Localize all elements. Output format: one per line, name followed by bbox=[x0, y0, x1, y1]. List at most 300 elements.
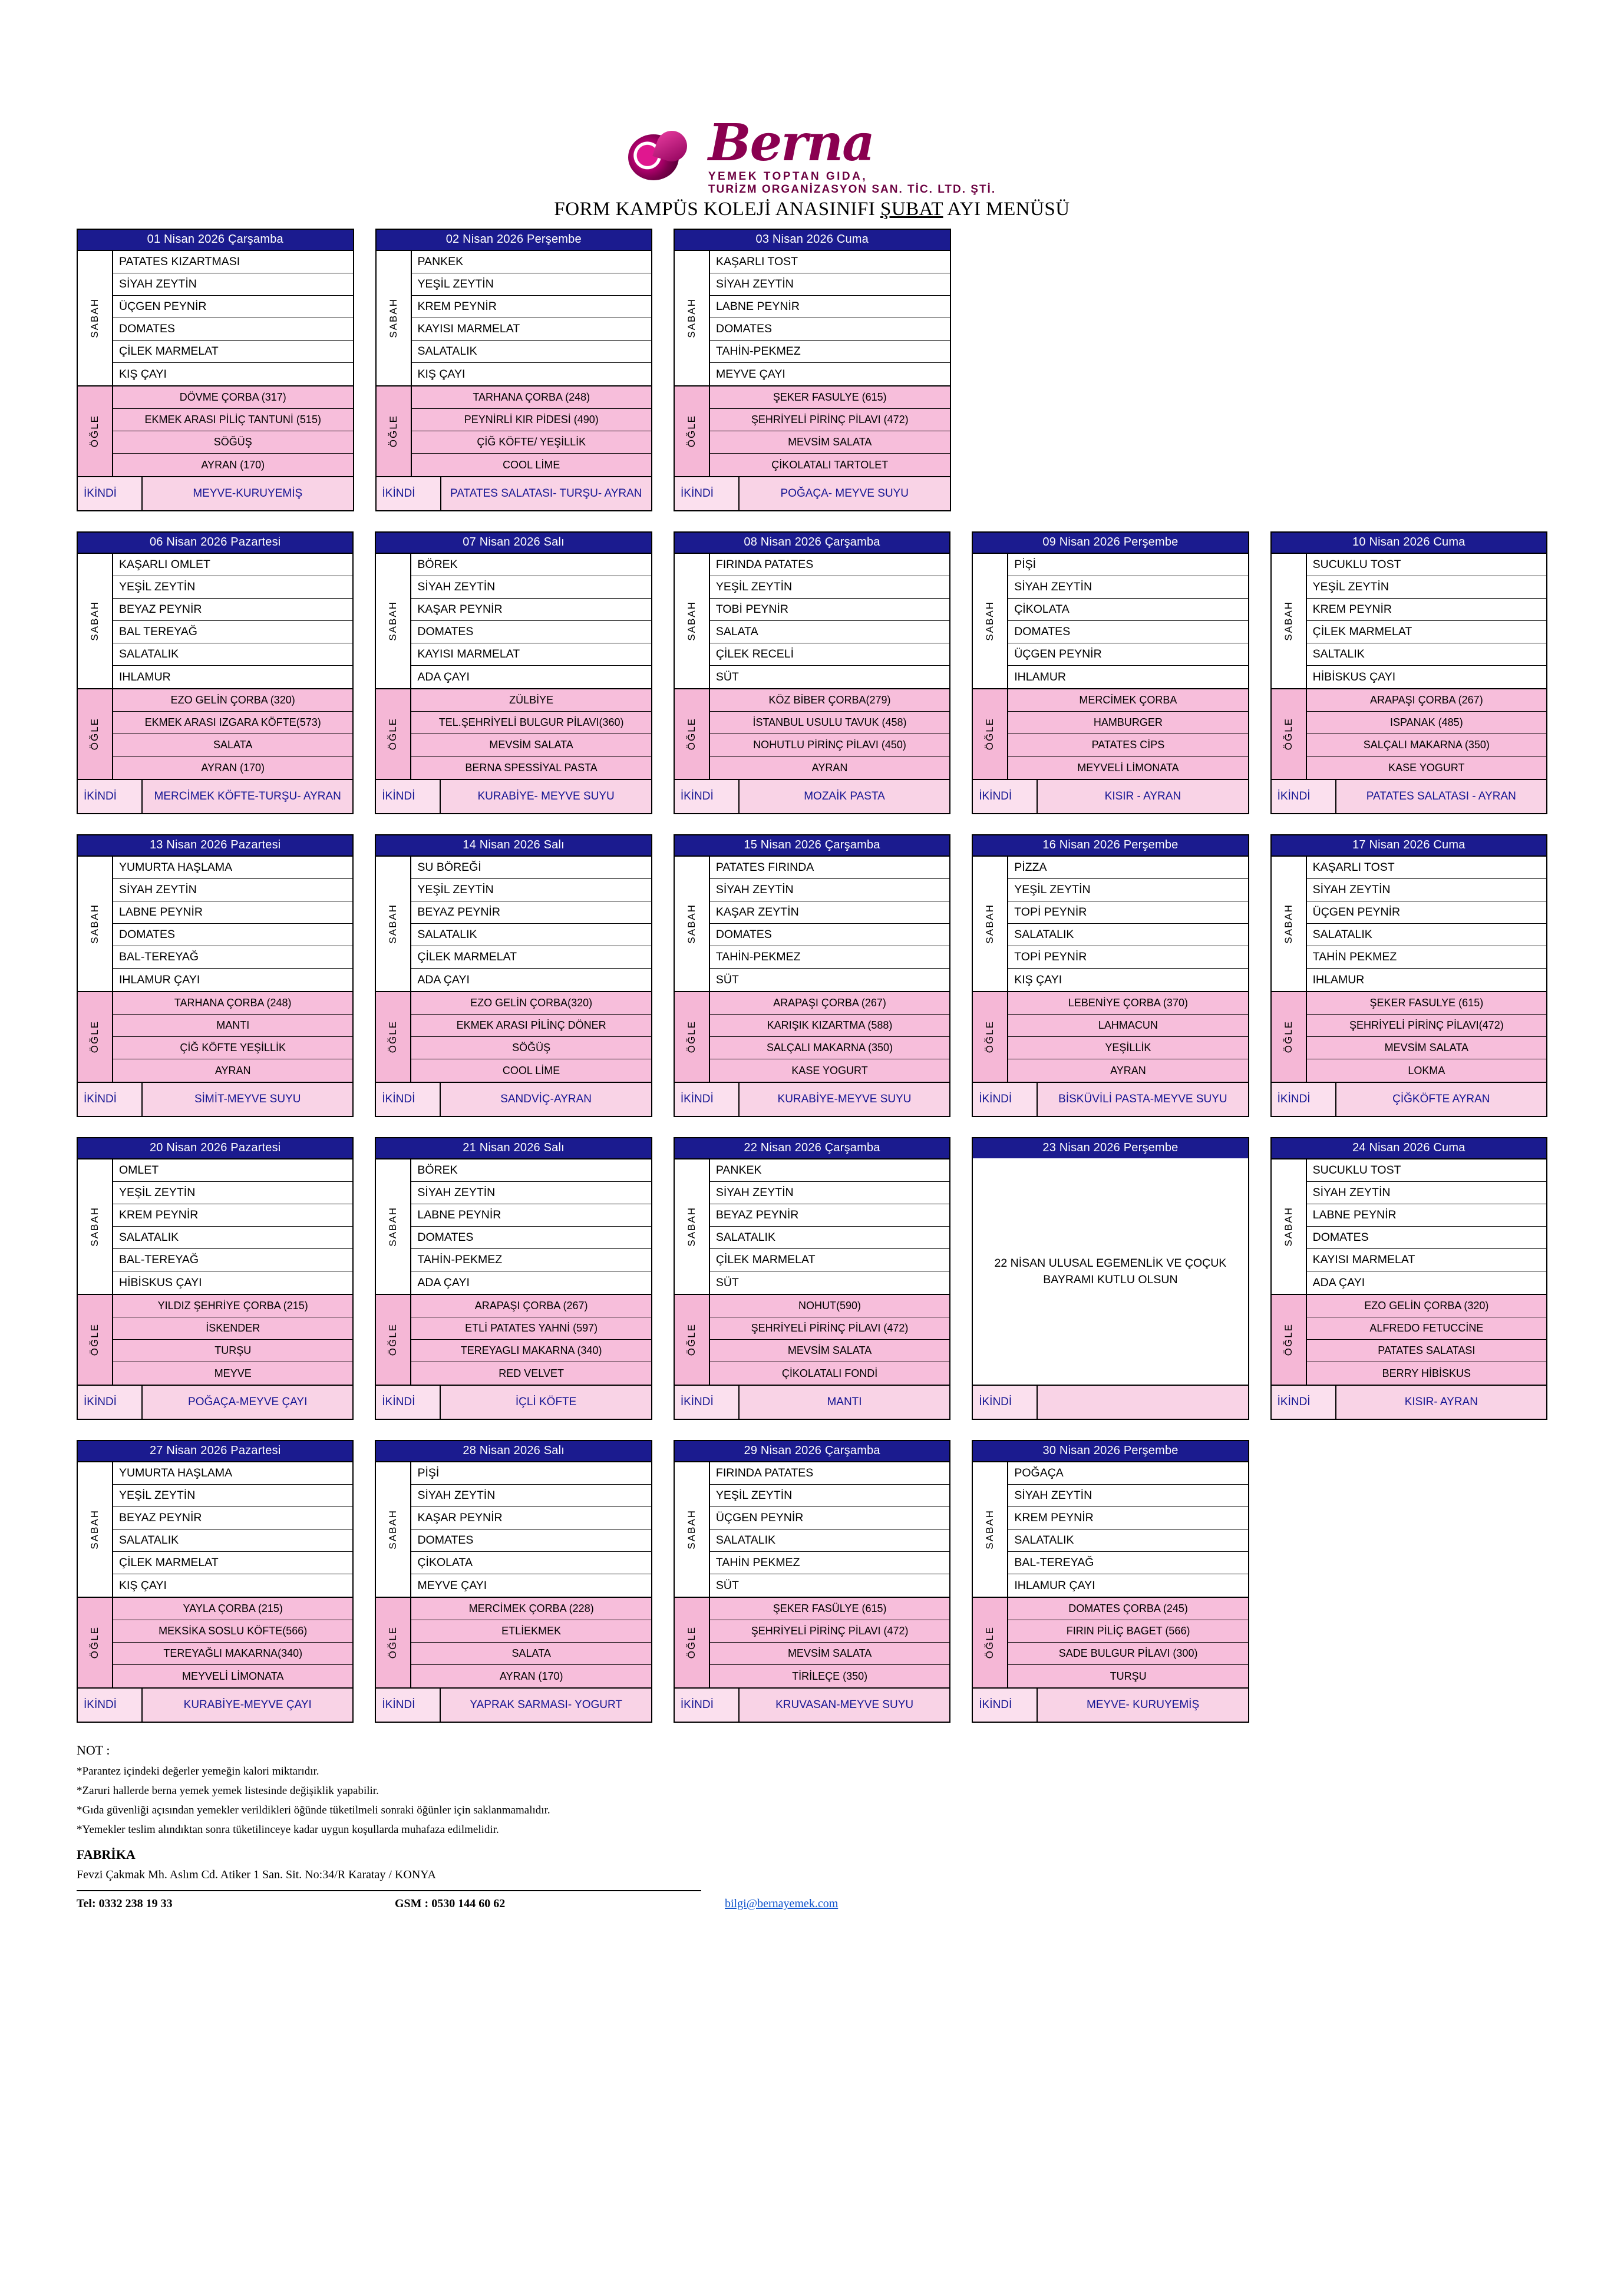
menu-item: LABNE PEYNİR bbox=[1307, 1204, 1546, 1227]
menu-item: SİYAH ZEYTİN bbox=[411, 576, 651, 599]
breakfast-band bbox=[973, 1461, 1247, 1597]
menu-item: MEYVELİ LİMONATA bbox=[1008, 756, 1247, 779]
lunch-band bbox=[78, 1597, 352, 1687]
snack-value: SANDVİÇ-AYRAN bbox=[500, 1092, 592, 1105]
menu-item: DOMATES ÇORBA (245) bbox=[1008, 1598, 1247, 1620]
snack-value: KISIR- AYRAN bbox=[1404, 1395, 1478, 1408]
brand-name: Berna bbox=[708, 113, 874, 173]
snack-value: KISIR - AYRAN bbox=[1104, 789, 1181, 802]
menu-item: KASE YOGURT bbox=[1307, 756, 1546, 779]
day-date-header: 30 Nisan 2026 Perşembe bbox=[973, 1441, 1247, 1461]
menu-item: ADA ÇAYI bbox=[411, 969, 651, 991]
menu-item: ÇİLEK MARMELAT bbox=[1307, 621, 1546, 643]
menu-item: EKMEK ARASI IZGARA KÖFTE(573) bbox=[113, 712, 352, 734]
snack-value: MOZAİK PASTA bbox=[804, 789, 885, 802]
menu-item: PATATES SALATASI bbox=[1307, 1340, 1546, 1362]
snack-value: KURABİYE- MEYVE SUYU bbox=[477, 789, 615, 802]
menu-item: PİZZA bbox=[1008, 857, 1247, 879]
menu-item: ÇİKOLATALI TARTOLET bbox=[710, 454, 950, 476]
telephone: Tel: 0332 238 19 33 bbox=[77, 1897, 173, 1910]
lunch-items bbox=[710, 386, 950, 476]
menu-item: EZO GELİN ÇORBA (320) bbox=[1307, 1295, 1546, 1317]
day-date-header: 27 Nisan 2026 Pazartesi bbox=[78, 1441, 352, 1461]
day-card bbox=[77, 229, 354, 511]
menu-item: SÖĞÜŞ bbox=[113, 431, 353, 454]
breakfast-items bbox=[1008, 857, 1247, 991]
menu-item: LAHMACUN bbox=[1008, 1015, 1247, 1037]
menu-item: RED VELVET bbox=[411, 1362, 651, 1385]
lunch-label: ÖĞLE bbox=[376, 689, 411, 779]
breakfast-band bbox=[973, 553, 1247, 688]
email-link[interactable]: bilgi@bernayemek.com bbox=[725, 1897, 839, 1910]
day-date-header: 22 Nisan 2026 Çarşamba bbox=[675, 1138, 949, 1158]
note-line: *Gıda güvenliği açısından yemekler verildikleri öğünde tüketilmeli sonraki öğünler için saklanmamalıdır. bbox=[77, 1804, 550, 1816]
menu-item: ŞEHRİYELİ PİRİNÇ PİLAVI (472) bbox=[710, 1317, 949, 1340]
notes-section bbox=[77, 1743, 1547, 1836]
lunch-band bbox=[78, 688, 352, 779]
menu-item: SİYAH ZEYTİN bbox=[710, 879, 949, 901]
menu-item: AYRAN (170) bbox=[113, 756, 352, 779]
snack-label: İKİNDİ bbox=[973, 1386, 1038, 1419]
lunch-items bbox=[412, 386, 652, 476]
lunch-band bbox=[376, 1597, 651, 1687]
menu-item: AYRAN bbox=[710, 756, 949, 779]
breakfast-band bbox=[377, 250, 652, 385]
breakfast-label: SABAH bbox=[973, 857, 1008, 991]
menu-item: HİBİSKUS ÇAYI bbox=[1307, 666, 1546, 688]
factory-title: FABRİKA bbox=[77, 1847, 136, 1862]
menu-item: AYRAN (170) bbox=[113, 454, 353, 476]
lunch-label: ÖĞLE bbox=[376, 1295, 411, 1385]
breakfast-label: SABAH bbox=[675, 251, 710, 385]
snack-value: MANTI bbox=[827, 1395, 862, 1408]
snack-label: İKİNDİ bbox=[78, 1083, 143, 1116]
menu-item: BEYAZ PEYNİR bbox=[113, 1507, 352, 1529]
lunch-items bbox=[710, 689, 949, 779]
snack-band bbox=[675, 1082, 949, 1116]
breakfast-label: SABAH bbox=[377, 251, 412, 385]
menu-item: ÇİLEK RECELİ bbox=[710, 643, 949, 666]
lunch-band bbox=[376, 1294, 651, 1385]
menu-item: TİRİLEÇE (350) bbox=[710, 1665, 949, 1687]
lunch-label: ÖĞLE bbox=[376, 1598, 411, 1687]
menu-item: ADA ÇAYI bbox=[1307, 1271, 1546, 1294]
menu-item: KREM PEYNİR bbox=[412, 296, 652, 318]
menu-item: KAYISI MARMELAT bbox=[1307, 1249, 1546, 1271]
day-date-header: 20 Nisan 2026 Pazartesi bbox=[78, 1138, 352, 1158]
lunch-items bbox=[1008, 992, 1247, 1082]
snack-value: POĞAÇA-MEYVE ÇAYI bbox=[188, 1395, 308, 1408]
lunch-items bbox=[411, 992, 651, 1082]
menu-item: ADA ÇAYI bbox=[411, 666, 651, 688]
day-date-header: 15 Nisan 2026 Çarşamba bbox=[675, 835, 949, 855]
lunch-label: ÖĞLE bbox=[376, 992, 411, 1082]
menu-item: DOMATES bbox=[113, 318, 353, 341]
breakfast-band bbox=[78, 1461, 352, 1597]
lunch-band bbox=[973, 991, 1247, 1082]
day-date-header: 08 Nisan 2026 Çarşamba bbox=[675, 533, 949, 553]
menu-item: EZO GELİN ÇORBA (320) bbox=[113, 689, 352, 712]
menu-item: SÜT bbox=[710, 969, 949, 991]
menu-item: ÇİKOLATA bbox=[1008, 599, 1247, 621]
menu-item: SU BÖREĞİ bbox=[411, 857, 651, 879]
menu-item: ARAPAŞI ÇORBA (267) bbox=[1307, 689, 1546, 712]
menu-item: PİŞİ bbox=[411, 1462, 651, 1485]
menu-item: PİŞİ bbox=[1008, 554, 1247, 576]
day-date-header: 17 Nisan 2026 Cuma bbox=[1272, 835, 1546, 855]
lunch-band bbox=[78, 385, 353, 476]
menu-item: MERCİMEK ÇORBA (228) bbox=[411, 1598, 651, 1620]
lunch-items bbox=[1307, 1295, 1546, 1385]
menu-item: ETLİEKMEK bbox=[411, 1620, 651, 1643]
day-card bbox=[1270, 834, 1547, 1117]
menu-item: NOHUTLU PİRİNÇ PİLAVI (450) bbox=[710, 734, 949, 756]
menu-item: KREM PEYNİR bbox=[1307, 599, 1546, 621]
snack-band bbox=[675, 1385, 949, 1419]
day-card bbox=[375, 1440, 652, 1723]
menu-item: ÇİLEK MARMELAT bbox=[411, 946, 651, 969]
menu-item: ARAPAŞI ÇORBA (267) bbox=[710, 992, 949, 1015]
menu-item: TAHİN-PEKMEZ bbox=[411, 1249, 651, 1271]
menu-item: SUCUKLU TOST bbox=[1307, 554, 1546, 576]
day-card bbox=[375, 834, 652, 1117]
menu-item: DOMATES bbox=[411, 621, 651, 643]
breakfast-band bbox=[1272, 553, 1546, 688]
brand-subtitle-1: YEMEK TOPTAN GIDA, bbox=[708, 170, 868, 183]
menu-item: KAŞAR ZEYTİN bbox=[710, 901, 949, 924]
menu-item: YAYLA ÇORBA (215) bbox=[113, 1598, 352, 1620]
menu-item: LOKMA bbox=[1307, 1059, 1546, 1082]
lunch-band bbox=[973, 1597, 1247, 1687]
snack-band bbox=[78, 779, 352, 813]
berna-logo-icon bbox=[628, 130, 698, 184]
menu-item: SALATALIK bbox=[113, 643, 352, 666]
menu-item: DOMATES bbox=[411, 1529, 651, 1552]
snack-value: SİMİT-MEYVE SUYU bbox=[194, 1092, 301, 1105]
menu-item: MEVSİM SALATA bbox=[710, 1643, 949, 1665]
menu-item: YILDIZ ŞEHRİYE ÇORBA (215) bbox=[113, 1295, 352, 1317]
day-date-header: 06 Nisan 2026 Pazartesi bbox=[78, 533, 352, 553]
lunch-items bbox=[113, 1295, 352, 1385]
day-date-header: 21 Nisan 2026 Salı bbox=[376, 1138, 651, 1158]
week-row bbox=[77, 229, 1547, 511]
snack-label: İKİNDİ bbox=[973, 1083, 1038, 1116]
menu-item: ŞEHRİYELİ PİRİNÇ PİLAVI (472) bbox=[710, 1620, 949, 1643]
menu-item: SÖĞÜŞ bbox=[411, 1037, 651, 1059]
day-date-header: 24 Nisan 2026 Cuma bbox=[1272, 1138, 1546, 1158]
menu-item: DOMATES bbox=[1008, 621, 1247, 643]
breakfast-items bbox=[710, 554, 949, 688]
snack-band bbox=[973, 1385, 1247, 1419]
breakfast-band bbox=[675, 553, 949, 688]
menu-item: SALÇALI MAKARNA (350) bbox=[1307, 734, 1546, 756]
breakfast-band bbox=[376, 1461, 651, 1597]
brand-header bbox=[77, 113, 1547, 196]
menu-item: TEL.ŞEHRİYELİ BULGUR PİLAVI(360) bbox=[411, 712, 651, 734]
snack-value: YAPRAK SARMASI- YOGURT bbox=[470, 1698, 623, 1711]
breakfast-band bbox=[78, 855, 352, 991]
breakfast-items bbox=[113, 1159, 352, 1294]
lunch-label: ÖĞLE bbox=[675, 386, 710, 476]
breakfast-items bbox=[1008, 1462, 1247, 1597]
lunch-label: ÖĞLE bbox=[1272, 689, 1307, 779]
menu-item: SİYAH ZEYTİN bbox=[113, 879, 352, 901]
snack-band bbox=[78, 1385, 352, 1419]
menu-item: ÇİLEK MARMELAT bbox=[113, 341, 353, 363]
lunch-items bbox=[1008, 1598, 1247, 1687]
breakfast-band bbox=[78, 1158, 352, 1294]
gsm: GSM : 0530 144 60 62 bbox=[395, 1897, 506, 1910]
menu-item: SALATALIK bbox=[1008, 1529, 1247, 1552]
menu-item: ZÜLBİYE bbox=[411, 689, 651, 712]
menu-item: SİYAH ZEYTİN bbox=[1307, 1182, 1546, 1204]
lunch-band bbox=[675, 1597, 949, 1687]
menu-item: DOMATES bbox=[710, 318, 950, 341]
lunch-label: ÖĞLE bbox=[78, 1295, 113, 1385]
menu-item: SÜT bbox=[710, 1574, 949, 1597]
menu-item: BERRY HİBİSKUS bbox=[1307, 1362, 1546, 1385]
menu-item: NOHUT(590) bbox=[710, 1295, 949, 1317]
menu-item: YEŞİL ZEYTİN bbox=[411, 879, 651, 901]
menu-item: TARHANA ÇORBA (248) bbox=[412, 386, 652, 409]
menu-item: SALATALIK bbox=[113, 1227, 352, 1249]
lunch-band bbox=[1272, 688, 1546, 779]
menu-item: AYRAN bbox=[1008, 1059, 1247, 1082]
breakfast-band bbox=[675, 1461, 949, 1597]
menu-item: KAYISI MARMELAT bbox=[411, 643, 651, 666]
menu-item: MEVSİM SALATA bbox=[1307, 1037, 1546, 1059]
menu-item: FIRIN PİLİÇ BAGET (566) bbox=[1008, 1620, 1247, 1643]
menu-item: SALATALIK bbox=[1307, 924, 1546, 946]
day-card bbox=[674, 1440, 950, 1723]
menu-item: PANKEK bbox=[412, 251, 652, 273]
lunch-items bbox=[113, 689, 352, 779]
snack-label: İKİNDİ bbox=[973, 780, 1038, 813]
menu-item: MEVSİM SALATA bbox=[710, 1340, 949, 1362]
lunch-band bbox=[376, 991, 651, 1082]
breakfast-band bbox=[376, 1158, 651, 1294]
menu-item: DOMATES bbox=[113, 924, 352, 946]
holiday-note: 22 NİSAN ULUSAL EGEMENLİK VE ÇOÇUK BAYRAMI KUTLU OLSUN bbox=[994, 1256, 1227, 1286]
lunch-items bbox=[113, 992, 352, 1082]
lunch-label: ÖĞLE bbox=[78, 1598, 113, 1687]
snack-label: İKİNDİ bbox=[78, 1386, 143, 1419]
menu-item: LEBENİYE ÇORBA (370) bbox=[1008, 992, 1247, 1015]
lunch-items bbox=[1307, 689, 1546, 779]
breakfast-label: SABAH bbox=[78, 1462, 113, 1597]
menu-item: YEŞİLLİK bbox=[1008, 1037, 1247, 1059]
menu-item: SALATALIK bbox=[710, 1529, 949, 1552]
breakfast-items bbox=[113, 857, 352, 991]
menu-item: HAMBURGER bbox=[1008, 712, 1247, 734]
day-card bbox=[972, 834, 1249, 1117]
menu-item: TOPİ PEYNİR bbox=[1008, 901, 1247, 924]
menu-item: MANTI bbox=[113, 1015, 352, 1037]
lunch-label: ÖĞLE bbox=[78, 386, 113, 476]
menu-item: SİYAH ZEYTİN bbox=[1008, 576, 1247, 599]
note-line: *Yemekler teslim alındıktan sonra tüketilinceye kadar uygun koşullarda muhafaza edilmelidir. bbox=[77, 1823, 499, 1836]
menu-item: EKMEK ARASI PİLİNÇ DÖNER bbox=[411, 1015, 651, 1037]
snack-band bbox=[376, 1385, 651, 1419]
empty-day-slot bbox=[972, 229, 1249, 511]
page-title-post: AYI MENÜSÜ bbox=[943, 199, 1070, 220]
day-card bbox=[674, 1137, 950, 1420]
day-card bbox=[972, 1440, 1249, 1723]
lunch-band bbox=[377, 385, 652, 476]
note-line: *Zaruri hallerde berna yemek yemek listesinde değişiklik yapabilir. bbox=[77, 1785, 379, 1797]
breakfast-items bbox=[113, 1462, 352, 1597]
lunch-items bbox=[411, 689, 651, 779]
snack-band bbox=[376, 1687, 651, 1722]
day-date-header: 28 Nisan 2026 Salı bbox=[376, 1441, 651, 1461]
breakfast-items bbox=[1307, 554, 1546, 688]
menu-item: KASE YOGURT bbox=[710, 1059, 949, 1082]
day-card bbox=[1270, 531, 1547, 814]
menu-item: YUMURTA HAŞLAMA bbox=[113, 1462, 352, 1485]
breakfast-band bbox=[675, 250, 950, 385]
menu-item: SİYAH ZEYTİN bbox=[710, 273, 950, 296]
snack-value: ÇİĞKÖFTE AYRAN bbox=[1392, 1092, 1490, 1105]
menu-item: SİYAH ZEYTİN bbox=[1008, 1485, 1247, 1507]
snack-band bbox=[78, 1687, 352, 1722]
breakfast-label: SABAH bbox=[675, 554, 710, 688]
menu-item: ÜÇGEN PEYNİR bbox=[1307, 901, 1546, 924]
menu-item: YEŞİL ZEYTİN bbox=[113, 1485, 352, 1507]
menu-item: SİYAH ZEYTİN bbox=[411, 1182, 651, 1204]
menu-item: ŞEKER FASULYE (615) bbox=[1307, 992, 1546, 1015]
menu-item: FIRINDA PATATES bbox=[710, 1462, 949, 1485]
lunch-items bbox=[411, 1598, 651, 1687]
lunch-label: ÖĞLE bbox=[78, 689, 113, 779]
snack-band bbox=[675, 476, 950, 510]
menu-item: ÇİLEK MARMELAT bbox=[113, 1552, 352, 1574]
day-card bbox=[674, 531, 950, 814]
menu-item: ÜÇGEN PEYNİR bbox=[710, 1507, 949, 1529]
lunch-label: ÖĞLE bbox=[675, 1598, 710, 1687]
menu-item: ŞEHRİYELİ PİRİNÇ PİLAVI(472) bbox=[1307, 1015, 1546, 1037]
menu-item: KREM PEYNİR bbox=[1008, 1507, 1247, 1529]
snack-label: İKİNDİ bbox=[78, 1689, 143, 1722]
day-card bbox=[674, 229, 951, 511]
breakfast-band bbox=[1272, 1158, 1546, 1294]
menu-item: TOPİ PEYNİR bbox=[1008, 946, 1247, 969]
lunch-items bbox=[411, 1295, 651, 1385]
snack-value: POĞAÇA- MEYVE SUYU bbox=[780, 487, 909, 500]
menu-item: YEŞİL ZEYTİN bbox=[113, 576, 352, 599]
menu-item: KAŞAR PEYNİR bbox=[411, 599, 651, 621]
breakfast-band bbox=[675, 1158, 949, 1294]
menu-item: MEYVE ÇAYI bbox=[710, 363, 950, 385]
breakfast-label: SABAH bbox=[78, 857, 113, 991]
menu-item: IHLAMUR ÇAYI bbox=[1008, 1574, 1247, 1597]
snack-label: İKİNDİ bbox=[973, 1689, 1038, 1722]
menu-item: ÜÇGEN PEYNİR bbox=[113, 296, 353, 318]
menu-item: MEVSİM SALATA bbox=[710, 431, 950, 454]
week-row bbox=[77, 1137, 1547, 1420]
menu-item: LABNE PEYNİR bbox=[411, 1204, 651, 1227]
lunch-label: ÖĞLE bbox=[675, 1295, 710, 1385]
day-card bbox=[375, 1137, 652, 1420]
day-date-header: 14 Nisan 2026 Salı bbox=[376, 835, 651, 855]
menu-item: DOMATES bbox=[710, 924, 949, 946]
menu-item: BÖREK bbox=[411, 1159, 651, 1182]
menu-item: TAHİN PEKMEZ bbox=[710, 1552, 949, 1574]
menu-item: SALTALIK bbox=[1307, 643, 1546, 666]
lunch-items bbox=[1008, 689, 1247, 779]
snack-label: İKİNDİ bbox=[1272, 780, 1336, 813]
breakfast-label: SABAH bbox=[973, 554, 1008, 688]
lunch-band bbox=[1272, 1294, 1546, 1385]
page-title bbox=[77, 199, 1547, 220]
menu-item: KAŞARLI TOST bbox=[1307, 857, 1546, 879]
menu-item: COOL LİME bbox=[412, 454, 652, 476]
menu-item: İSTANBUL USULU TAVUK (458) bbox=[710, 712, 949, 734]
snack-value: İÇLİ KÖFTE bbox=[515, 1395, 577, 1408]
contact-row bbox=[77, 1897, 1547, 1911]
breakfast-band bbox=[973, 855, 1247, 991]
menu-item: TEREYAGLI MAKARNA (340) bbox=[411, 1340, 651, 1362]
menu-item: SALATA bbox=[710, 621, 949, 643]
day-card bbox=[375, 531, 652, 814]
factory-address: Fevzi Çakmak Mh. Aslım Cd. Atiker 1 San. Sit. No:34/R Karatay / KONYA bbox=[77, 1868, 436, 1881]
menu-item: SALATA bbox=[411, 1643, 651, 1665]
menu-item: KAŞAR PEYNİR bbox=[411, 1507, 651, 1529]
menu-item: YEŞİL ZEYTİN bbox=[113, 1182, 352, 1204]
menu-item: SALATA bbox=[113, 734, 352, 756]
day-card bbox=[972, 1137, 1249, 1420]
menu-item: KIŞ ÇAYI bbox=[412, 363, 652, 385]
breakfast-label: SABAH bbox=[376, 1159, 411, 1294]
lunch-label: ÖĞLE bbox=[675, 992, 710, 1082]
day-date-header: 09 Nisan 2026 Perşembe bbox=[973, 533, 1247, 553]
lunch-band bbox=[675, 385, 950, 476]
snack-label: İKİNDİ bbox=[376, 1083, 441, 1116]
menu-item: TAHİN-PEKMEZ bbox=[710, 341, 950, 363]
snack-label: İKİNDİ bbox=[78, 780, 143, 813]
week-row bbox=[77, 531, 1547, 814]
day-card bbox=[77, 834, 354, 1117]
menu-item: LABNE PEYNİR bbox=[113, 901, 352, 924]
menu-item: SALATALIK bbox=[1008, 924, 1247, 946]
menu-item: BEYAZ PEYNİR bbox=[710, 1204, 949, 1227]
snack-value: KURABİYE-MEYVE ÇAYI bbox=[183, 1698, 312, 1711]
breakfast-label: SABAH bbox=[1272, 1159, 1307, 1294]
lunch-label: ÖĞLE bbox=[973, 992, 1008, 1082]
divider bbox=[77, 1890, 701, 1891]
menu-item: YEŞİL ZEYTİN bbox=[1008, 879, 1247, 901]
menu-item: PATATES FIRINDA bbox=[710, 857, 949, 879]
snack-band bbox=[1272, 779, 1546, 813]
menu-item: SADE BULGUR PİLAVI (300) bbox=[1008, 1643, 1247, 1665]
snack-value: KRUVASAN-MEYVE SUYU bbox=[775, 1698, 914, 1711]
snack-value: KURABİYE-MEYVE SUYU bbox=[777, 1092, 912, 1105]
lunch-label: ÖĞLE bbox=[973, 689, 1008, 779]
snack-band bbox=[377, 476, 652, 510]
snack-label: İKİNDİ bbox=[675, 1386, 740, 1419]
day-date-header: 29 Nisan 2026 Çarşamba bbox=[675, 1441, 949, 1461]
breakfast-label: SABAH bbox=[973, 1462, 1008, 1597]
menu-item: MEVSİM SALATA bbox=[411, 734, 651, 756]
menu-item: ŞEKER FASÜLYE (615) bbox=[710, 1598, 949, 1620]
menu-item: BEYAZ PEYNİR bbox=[411, 901, 651, 924]
breakfast-label: SABAH bbox=[675, 1462, 710, 1597]
snack-value: BİSKÜVİLİ PASTA-MEYVE SUYU bbox=[1058, 1092, 1227, 1105]
breakfast-items bbox=[113, 251, 353, 385]
lunch-items bbox=[113, 386, 353, 476]
menu-item: KIŞ ÇAYI bbox=[113, 1574, 352, 1597]
breakfast-items bbox=[411, 857, 651, 991]
menu-item: YEŞİL ZEYTİN bbox=[710, 1485, 949, 1507]
